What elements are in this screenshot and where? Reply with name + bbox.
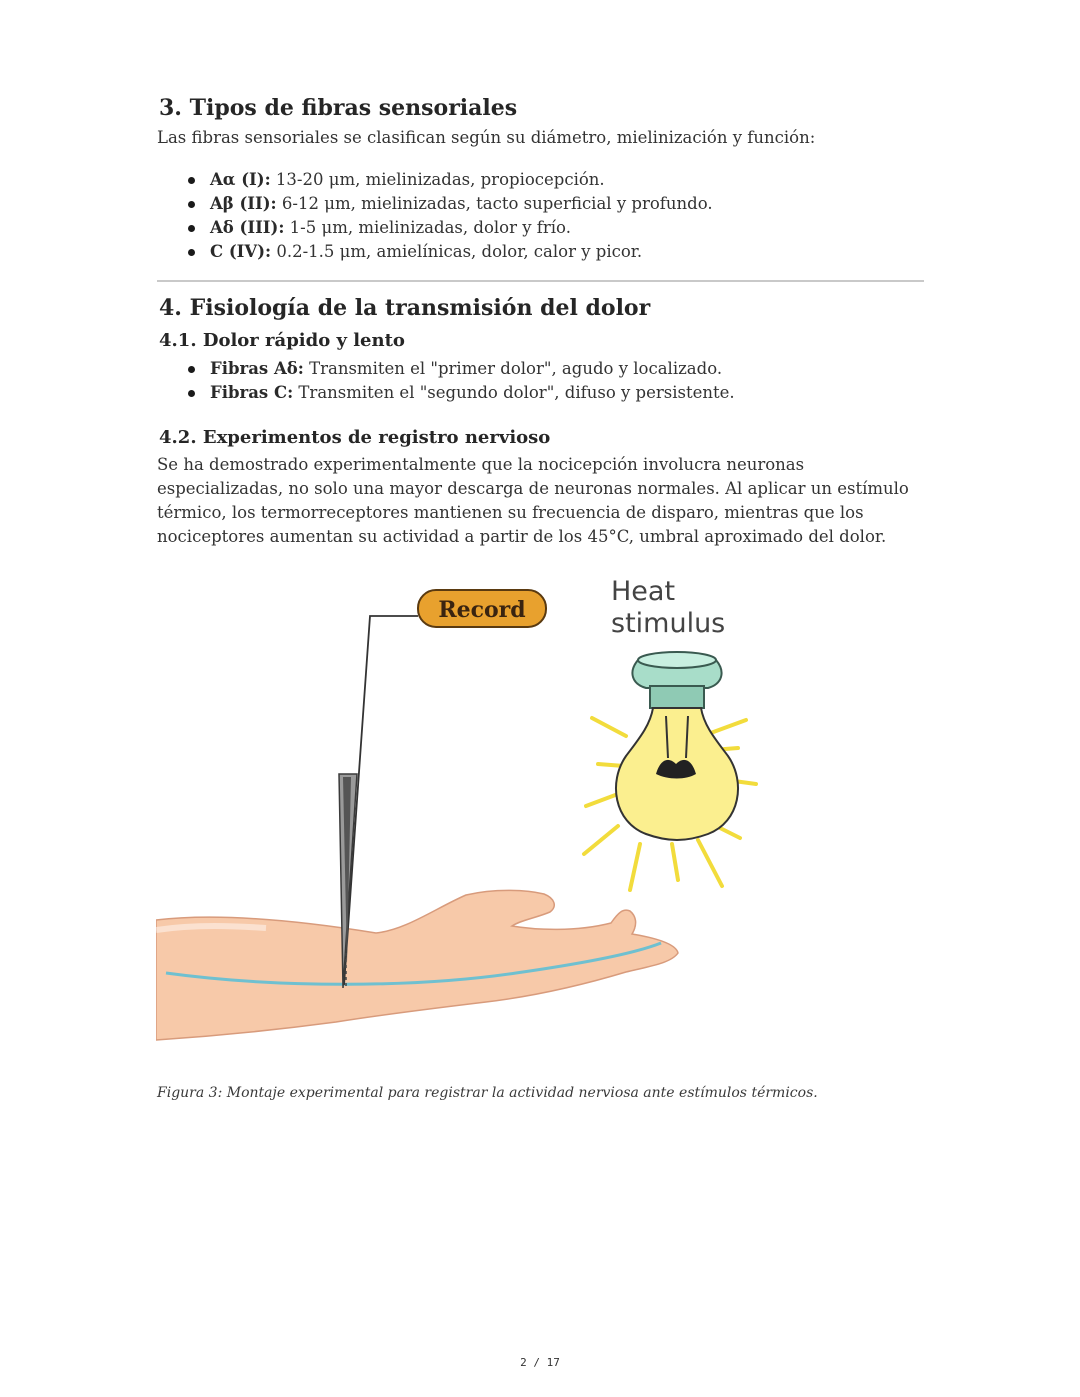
fiber-label: Fibras C:	[210, 383, 294, 402]
list-item	[188, 240, 713, 264]
list-item	[188, 192, 713, 216]
paragraph-line: Se ha demostrado experimentalmente que la nocicepción involucra neuronas	[157, 455, 805, 474]
section-3-heading: 3. Tipos de fibras sensoriales	[159, 95, 518, 121]
page-number: 2 / 17	[520, 1356, 560, 1369]
heat-label-line1: Heat	[611, 576, 676, 607]
fiber-label: Fibras Aδ:	[210, 359, 304, 378]
list-item	[188, 168, 713, 192]
section-divider	[157, 280, 924, 282]
fiber-label: Aδ (III):	[210, 218, 285, 237]
fiber-text: 6-12 μm, mielinizadas, tacto superficial y profundo.	[281, 194, 713, 213]
subsection-4-1-heading: 4.1. Dolor rápido y lento	[159, 330, 405, 351]
record-label-group	[418, 590, 546, 627]
subsection-4-2-heading: 4.2. Experimentos de registro nervioso	[159, 427, 551, 448]
experiment-illustration	[156, 568, 776, 1058]
fiber-text: 13-20 μm, mielinizadas, propiocepción.	[275, 170, 605, 189]
heat-label-line2: stimulus	[611, 608, 726, 639]
list-item	[188, 357, 735, 381]
fiber-types-list	[188, 168, 713, 264]
paragraph-line: especializadas, no solo una mayor descarga de neuronas normales. Al aplicar un estímulo	[157, 479, 909, 498]
fiber-label: Aβ (II):	[210, 194, 277, 213]
subsection-4-2-paragraph	[157, 453, 947, 549]
list-item	[188, 381, 735, 405]
experiment-figure	[156, 568, 776, 1058]
lightbulb-icon	[584, 652, 756, 890]
fiber-text: Transmiten el "primer dolor", agudo y localizado.	[309, 359, 723, 378]
section-4-heading: 4. Fisiología de la transmisión del dolor	[159, 295, 651, 321]
paragraph-line: nociceptores aumentan su actividad a partir de los 45°C, umbral aproximado del dolor.	[157, 527, 887, 546]
arm-illustration	[156, 890, 678, 1040]
record-label: Record	[438, 597, 526, 623]
fiber-label: C (IV):	[210, 242, 272, 261]
fiber-text: Transmiten el "segundo dolor", difuso y persistente.	[298, 383, 735, 402]
section-3-intro: Las fibras sensoriales se clasifican según su diámetro, mielinización y función:	[157, 128, 816, 147]
fiber-label: Aα (I):	[210, 170, 271, 189]
fiber-text: 1-5 μm, mielinizadas, dolor y frío.	[289, 218, 571, 237]
figure-caption: Figura 3: Montaje experimental para registrar la actividad nerviosa ante estímulos térmicos.	[157, 1085, 818, 1101]
pain-fibers-list	[188, 357, 735, 405]
fiber-text: 0.2-1.5 μm, amielínicas, dolor, calor y picor.	[276, 242, 643, 261]
list-item	[188, 216, 713, 240]
paragraph-line: térmico, los termorreceptores mantienen su frecuencia de disparo, mientras que los	[157, 503, 864, 522]
